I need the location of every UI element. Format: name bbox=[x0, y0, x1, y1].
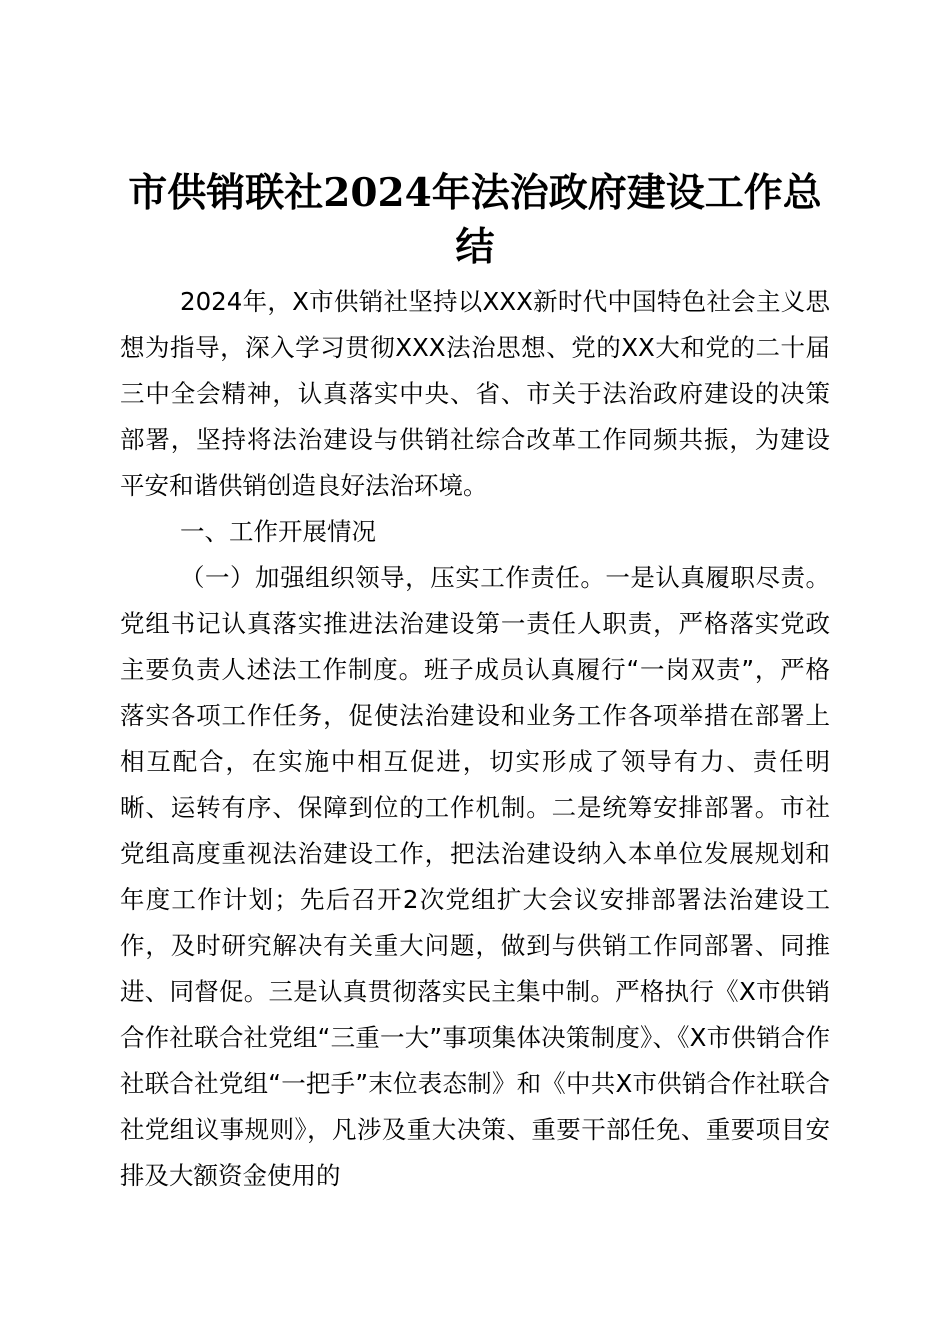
document-body bbox=[120, 279, 830, 1199]
intro-paragraph: 2024年，X市供销社坚持以XXX新时代中国特色社会主义思想为指导，深入学习贯彻XXX法治思想、党的XX大和党的二十届三中全会精神，认真落实中央、省、市关于法治政府建设的决策部署，坚持将法治建设与供销社综合改革工作同频共振，为建设平安和谐供销创造良好法治环境。 bbox=[120, 287, 830, 500]
section-heading: 一、工作开展情况 bbox=[180, 517, 376, 546]
document-title: 市供销联社2024年法治政府建设工作总结 bbox=[128, 170, 822, 270]
body-paragraph: （一）加强组织领导，压实工作责任。一是认真履职尽责。党组书记认真落实推进法治建设第一责任人职责，严格落实党政主要负责人述法工作制度。班子成员认真履行“一岗双责”，严格落实各项工作任务，促使法治建设和业务工作各项举措在部署上相互配合，在实施中相互促进，切实形成了领导有力、责任明晰、运转有序、保障到位的工作机制。二是统筹安排部署。市社党组高度重视法治建设工作，把法治建设纳入本单位发展规划和年度工作计划；先后召开2次党组扩大会议安排部署法治建设工作，及时研究解决有关重大问题，做到与供销工作同部署、同推进、同督促。三是认真贯彻落实民主集中制。严格执行《X市供销合作社联合社党组“三重一大”事项集体决策制度》、《X市供销合作社联合社党组“一把手”末位表态制》和《中共X市供销合作社联合社党组议事规则》，凡涉及重大决策、重要干部任免、重要项目安排及大额资金使用的 bbox=[120, 563, 830, 1190]
